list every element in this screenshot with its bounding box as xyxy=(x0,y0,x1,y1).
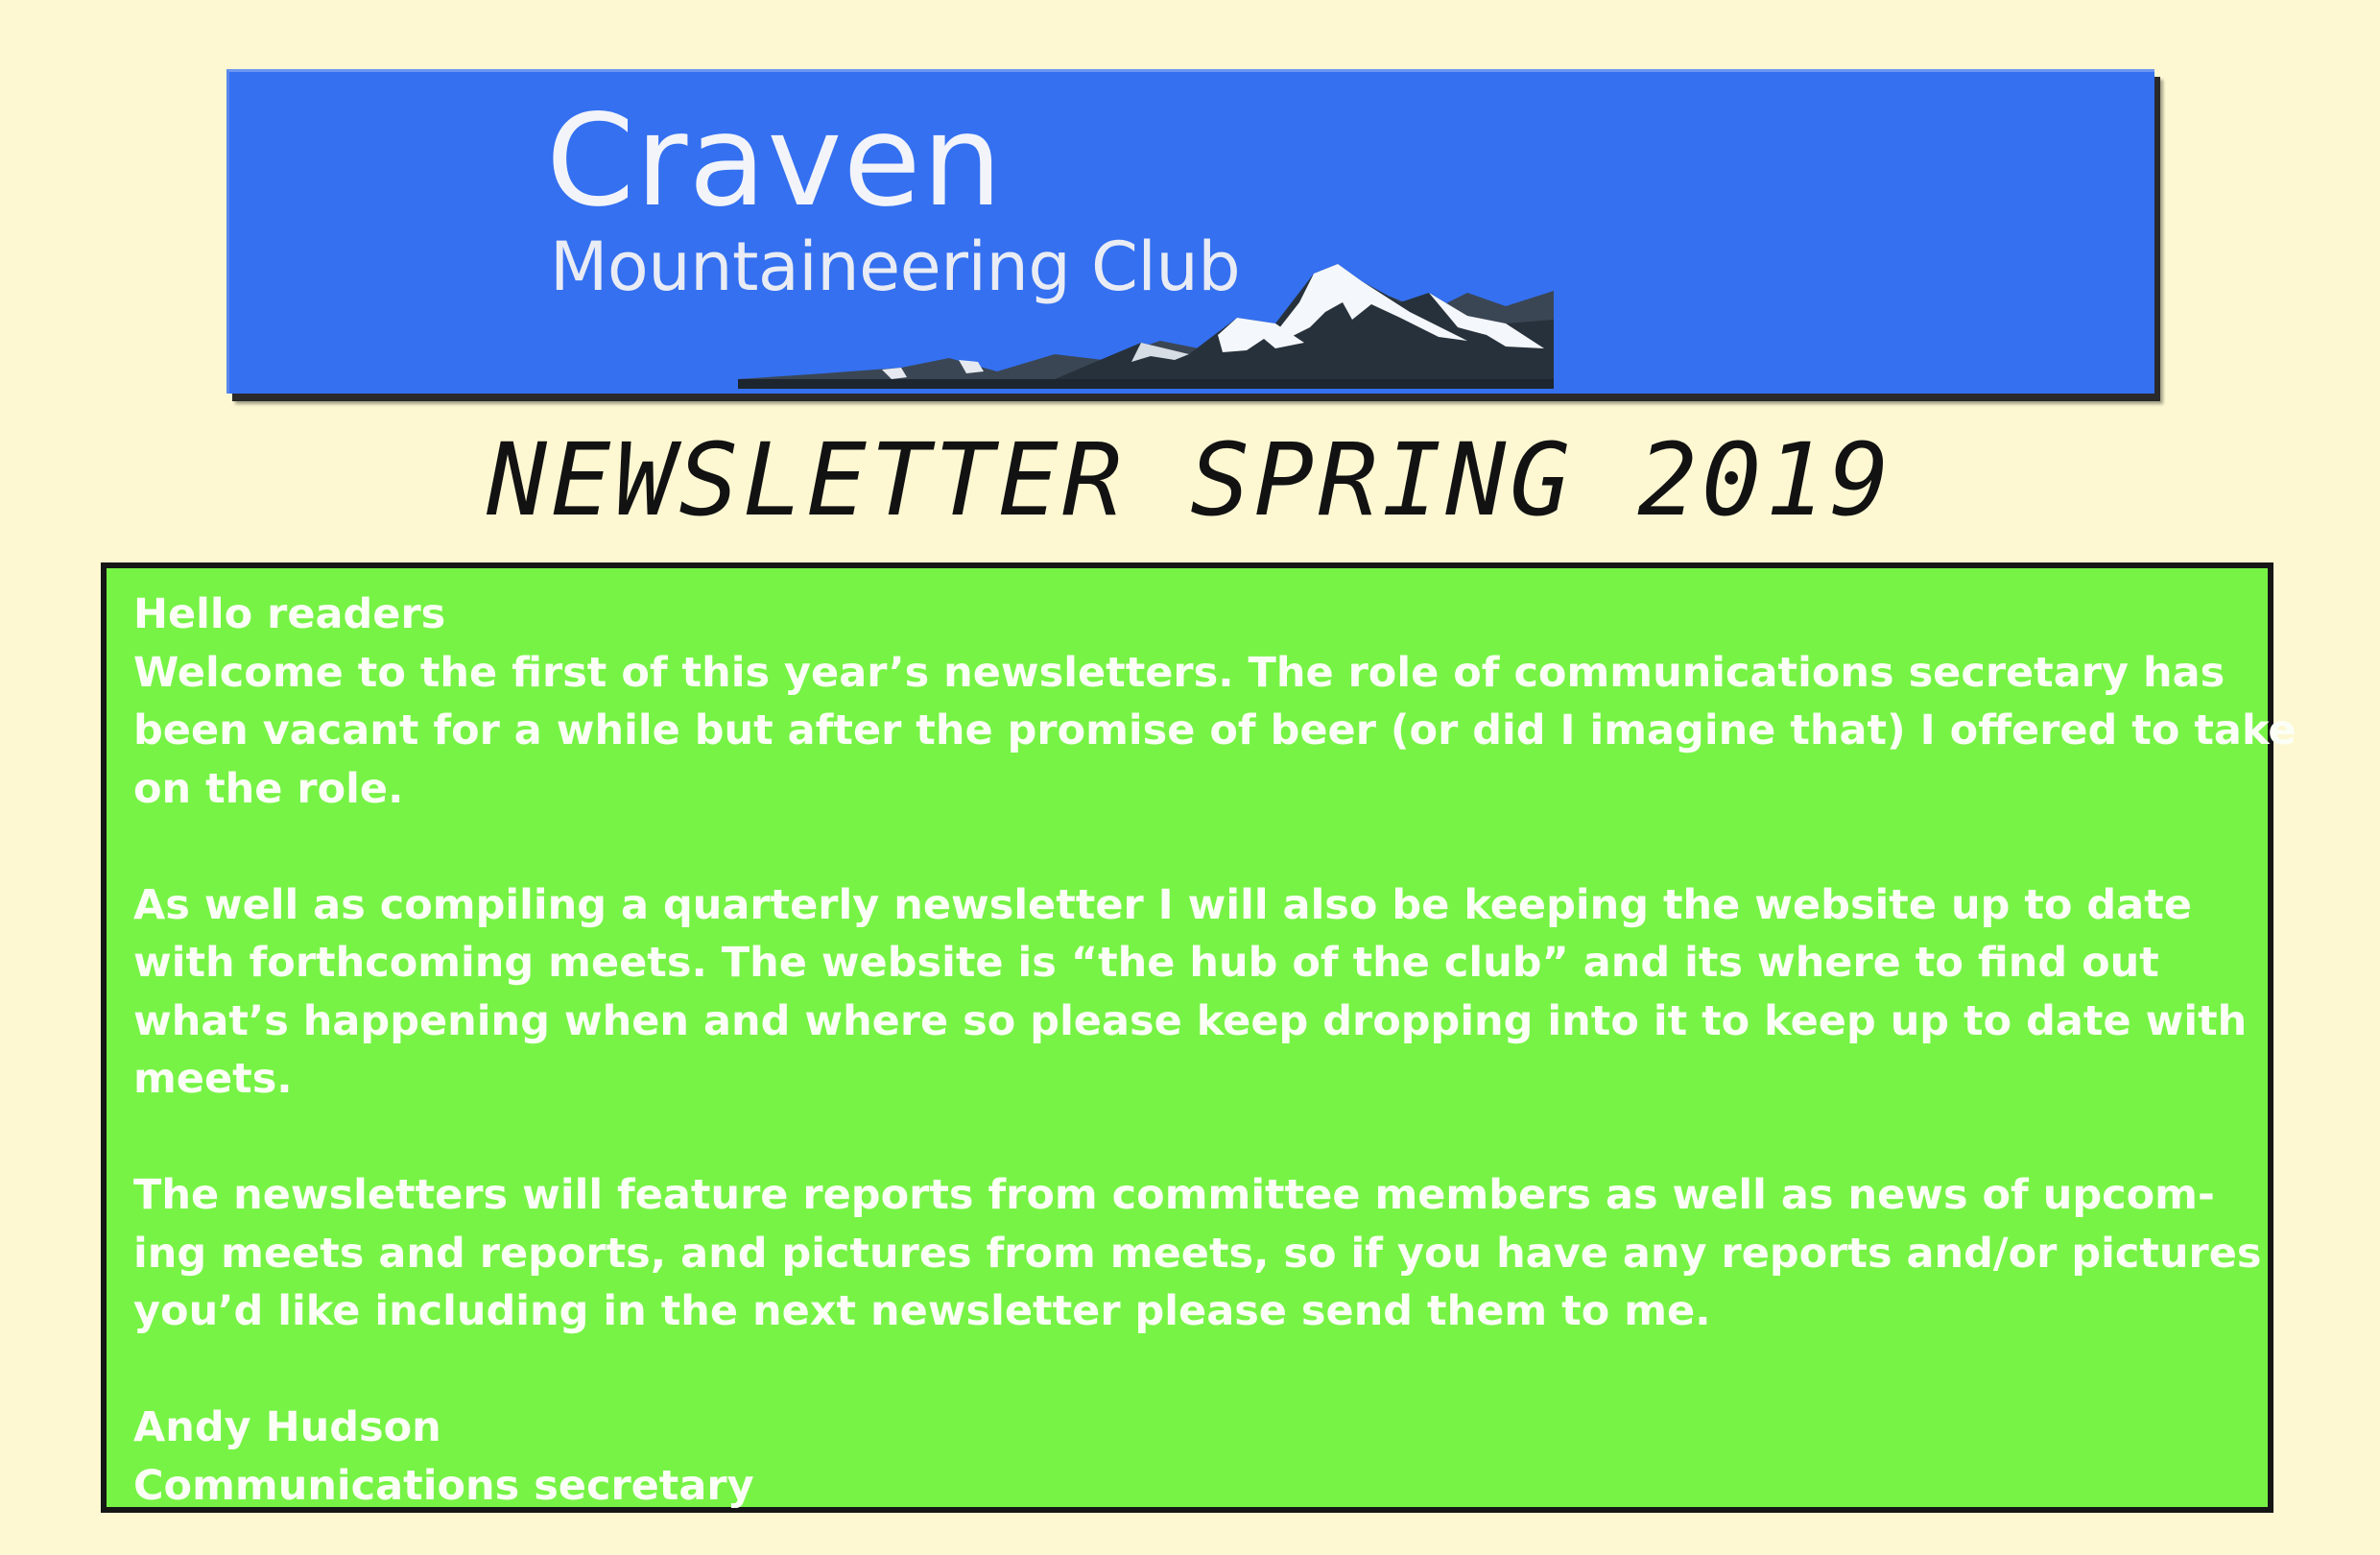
club-banner xyxy=(226,69,2154,394)
letter-line: meets. xyxy=(133,1055,293,1103)
letter-line: on the role. xyxy=(133,764,404,813)
signature-role: Communications secretary xyxy=(133,1461,754,1510)
letter-line: you’d like including in the next newsletter please send them to me. xyxy=(133,1287,1711,1335)
letter-line: Welcome to the first of this year’s newsletters. The role of communications secretary has xyxy=(133,648,2225,697)
letter-line: with forthcoming meets. The website is “the hub of the club” and its where to find out xyxy=(133,939,2159,987)
paragraph-gap xyxy=(133,1341,2245,1400)
club-logo-subtitle: Mountaineering Club xyxy=(550,227,1241,306)
letter-line: what’s happening when and where so please keep dropping into it to keep up to date with xyxy=(133,996,2248,1045)
welcome-letter xyxy=(101,562,2297,1513)
letter-line: The newsletters will feature reports from committee members as well as news of upcom- xyxy=(133,1171,2215,1219)
paragraph-gap xyxy=(133,1109,2245,1167)
newsletter-heading: NEWSLETTER SPRING 2019 xyxy=(487,421,1893,538)
mountain-range-icon xyxy=(738,235,1554,389)
letter-line: been vacant for a while but after the promise of beer (or did I imagine that) I offered to take xyxy=(133,706,2297,754)
letter-greeting: Hello readers xyxy=(133,590,446,638)
letter-line: As well as compiling a quarterly newsletter I will also be keeping the website up to date xyxy=(133,880,2192,929)
club-logo-title: Craven xyxy=(546,87,1004,235)
signature-name: Andy Hudson xyxy=(133,1403,441,1451)
letter-line: ing meets and reports, and pictures from meets, so if you have any reports and/or pictures xyxy=(133,1229,2262,1278)
paragraph-gap xyxy=(133,818,2245,876)
